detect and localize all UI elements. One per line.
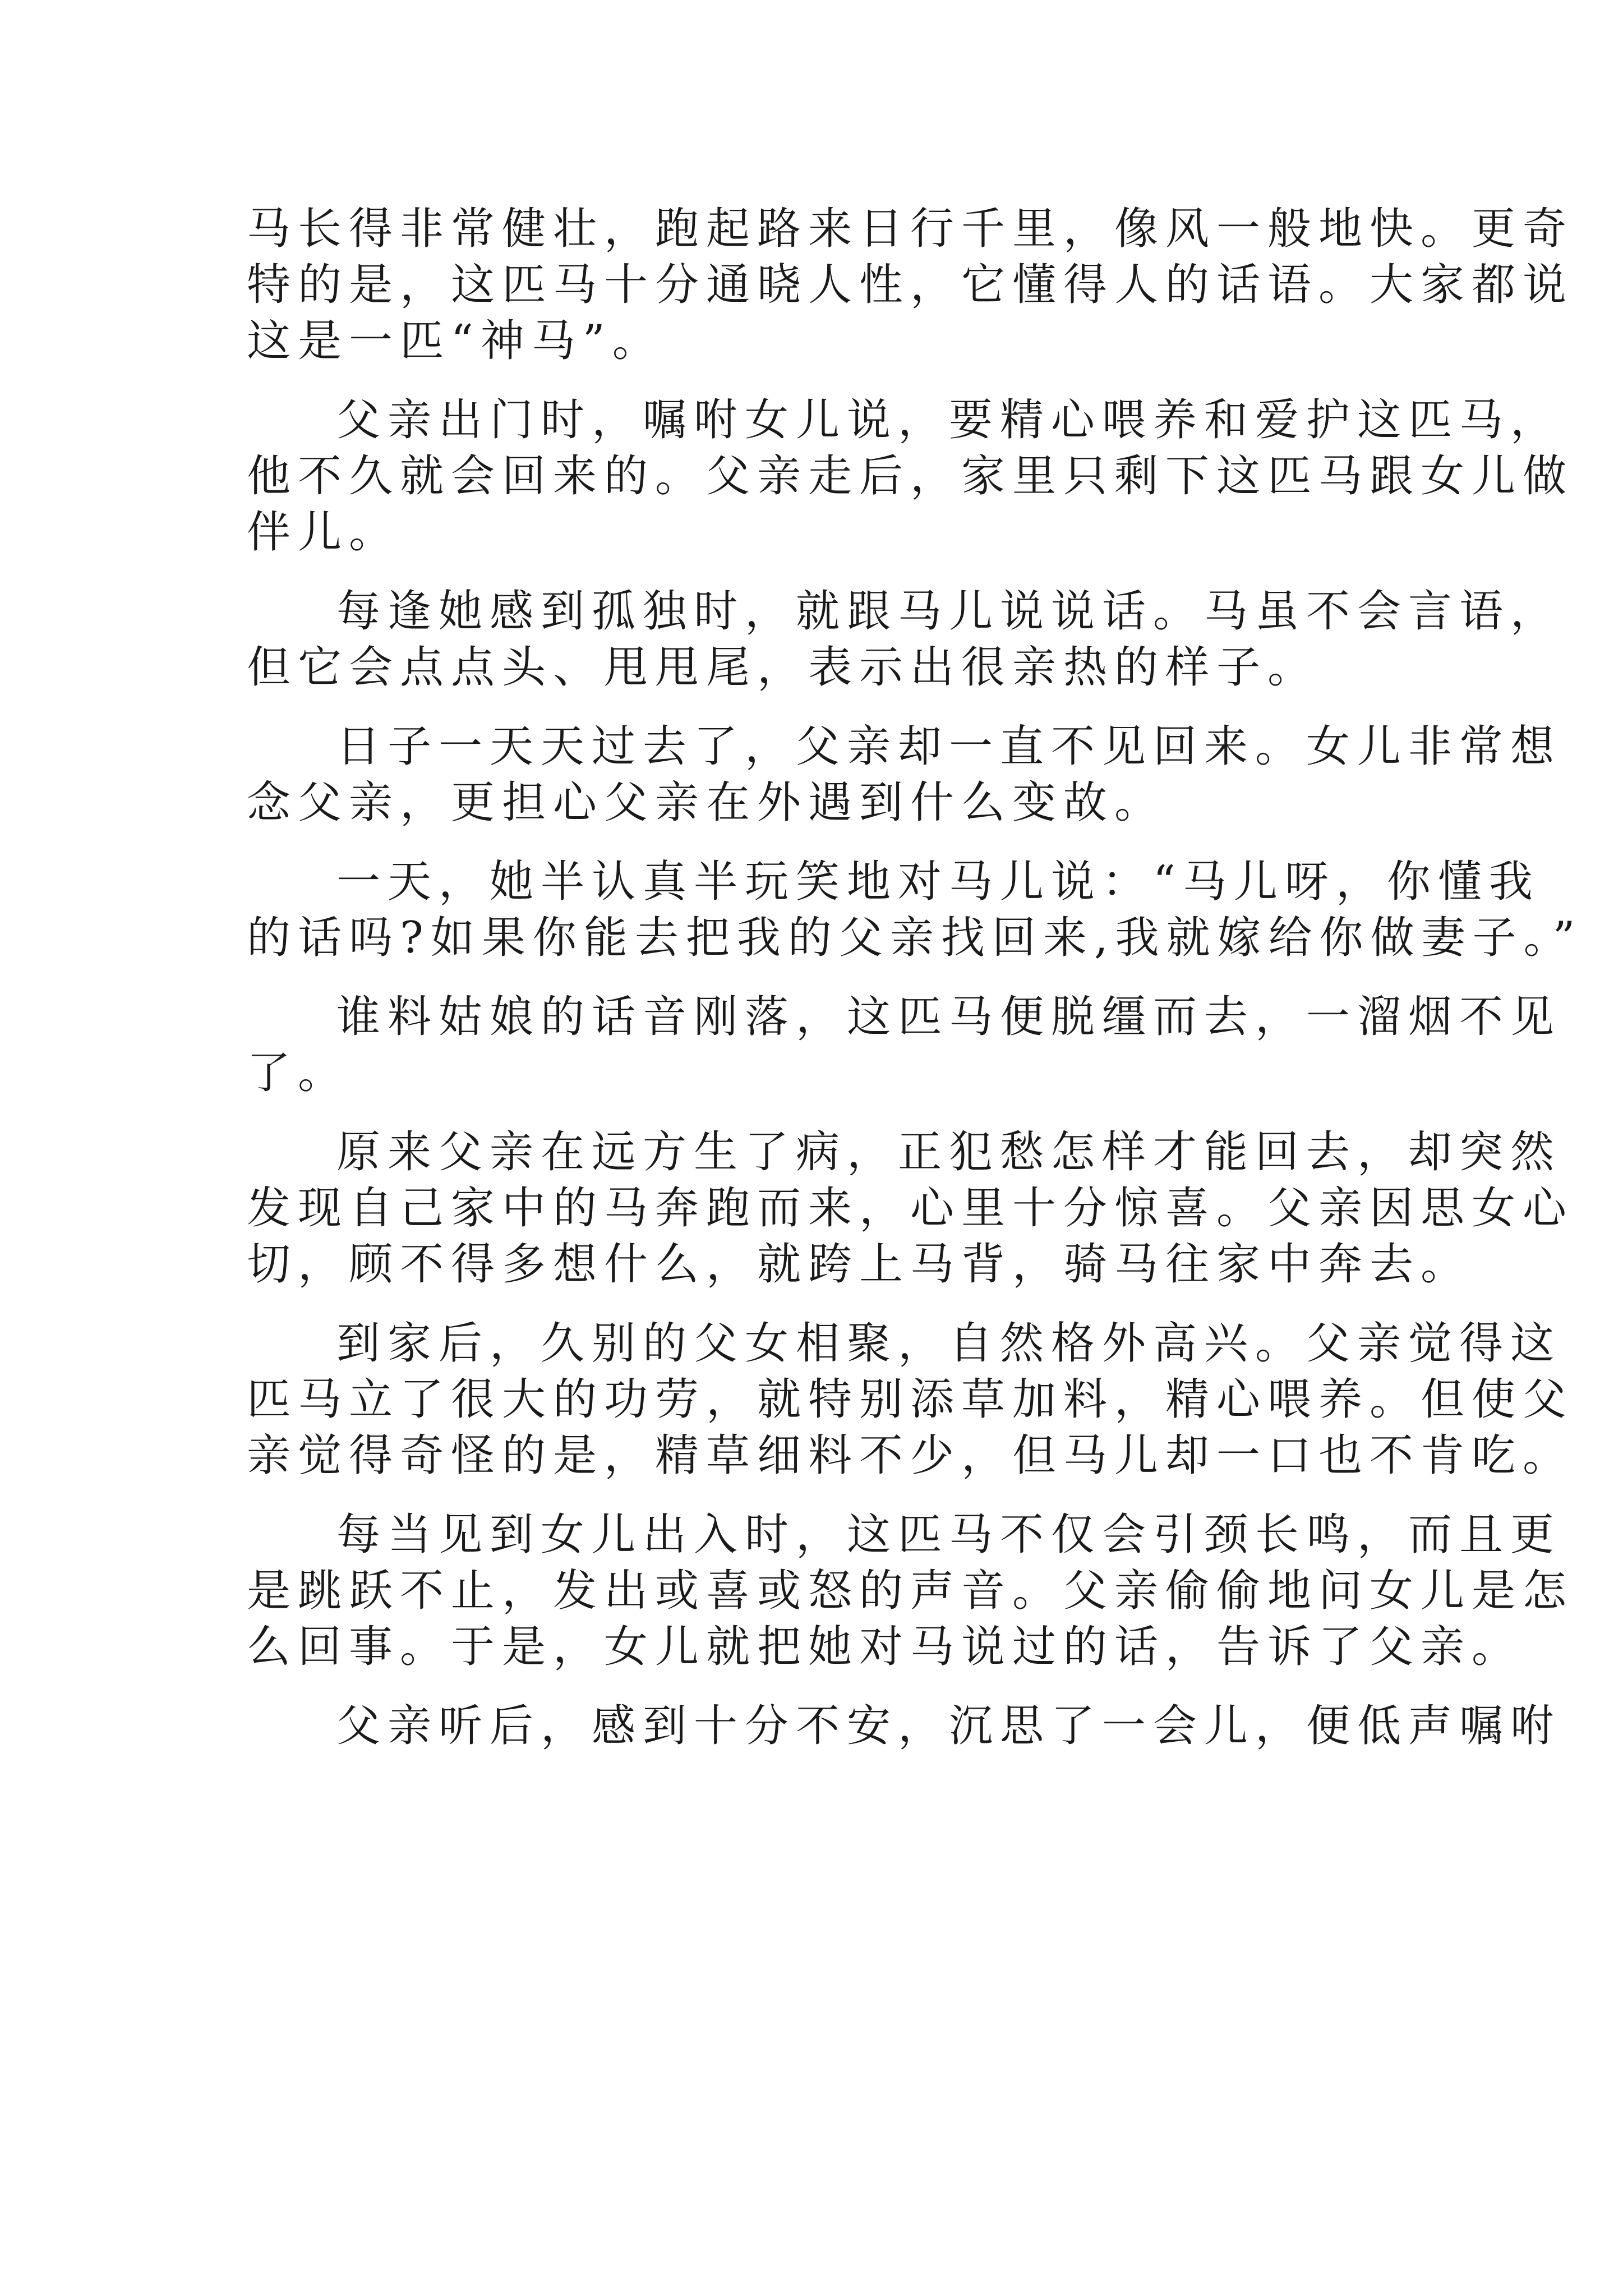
text-line: 父亲听后，感到十分不安，沉思了一会儿，便低声嘱咐: [336, 1701, 1562, 1751]
paragraph: [247, 990, 1562, 1100]
text-line: 他不久就会回来的。父亲走后，家里只剩下这匹马跟女儿做: [247, 451, 1574, 501]
text-line: 匹马立了很大的功劳，就特别添草加料，精心喂养。但使父: [247, 1374, 1574, 1425]
paragraph: [247, 202, 1574, 368]
text-line: 的话吗?如果你能去把我的父亲找回来,我就嫁给你做妻子。”: [247, 913, 1583, 963]
text-line: 每逢她感到孤独时，就跟马儿说说话。马虽不会言语，: [336, 586, 1562, 637]
document-body: [247, 202, 1583, 1778]
text-line: 谁料姑娘的话音刚落，这匹马便脱缰而去，一溜烟不见: [336, 992, 1562, 1042]
text-line: 亲觉得奇怪的是，精草细料不少，但马儿却一口也不肯吃。: [247, 1430, 1574, 1481]
text-line: 么回事。于是，女儿就把她对马说过的话，告诉了父亲。: [247, 1622, 1523, 1672]
paragraph: [247, 1125, 1574, 1291]
paragraph: [247, 393, 1574, 559]
text-line: 父亲出门时，嘱咐女儿说，要精心喂养和爱护这匹马，: [336, 395, 1562, 445]
text-line: 每当见到女儿出入时，这匹马不仅会引颈长鸣，而且更: [336, 1510, 1562, 1560]
text-line: 是跳跃不止，发出或喜或怒的声音。父亲偷偷地问女儿是怎: [247, 1566, 1574, 1616]
paragraph: [247, 585, 1562, 694]
paragraph: [247, 855, 1583, 965]
text-line: 马长得非常健壮，跑起路来日行千里，像风一般地快。更奇: [247, 204, 1574, 254]
text-line: 日子一天天过去了，父亲却一直不见回来。女儿非常想: [336, 721, 1562, 772]
text-line: 但它会点点头、甩甩尾，表示出很亲热的样子。: [247, 642, 1319, 693]
text-line: 切，顾不得多想什么，就跨上马背，骑马往家中奔去。: [247, 1239, 1472, 1290]
paragraph: [247, 1699, 1562, 1753]
text-line: 发现自己家中的马奔跑而来，心里十分惊喜。父亲因思女心: [247, 1183, 1574, 1234]
text-line: 到家后，久别的父女相聚，自然格外高兴。父亲觉得这: [336, 1318, 1562, 1369]
text-line: 一天，她半认真半玩笑地对马儿说：“马儿呀，你懂我: [336, 857, 1540, 907]
text-line: 这是一匹“神马”。: [247, 316, 663, 366]
text-line: 了。: [247, 1048, 349, 1098]
text-line: 念父亲，更担心父亲在外遇到什么变故。: [247, 777, 1166, 828]
paragraph: [247, 720, 1562, 830]
paragraph: [247, 1317, 1574, 1483]
text-line: 原来父亲在远方生了病，正犯愁怎样才能回去，却突然: [336, 1127, 1562, 1177]
text-line: 伴儿。: [247, 507, 400, 558]
text-line: 特的是，这匹马十分通晓人性，它懂得人的话语。大家都说: [247, 260, 1574, 310]
paragraph: [247, 1508, 1574, 1674]
